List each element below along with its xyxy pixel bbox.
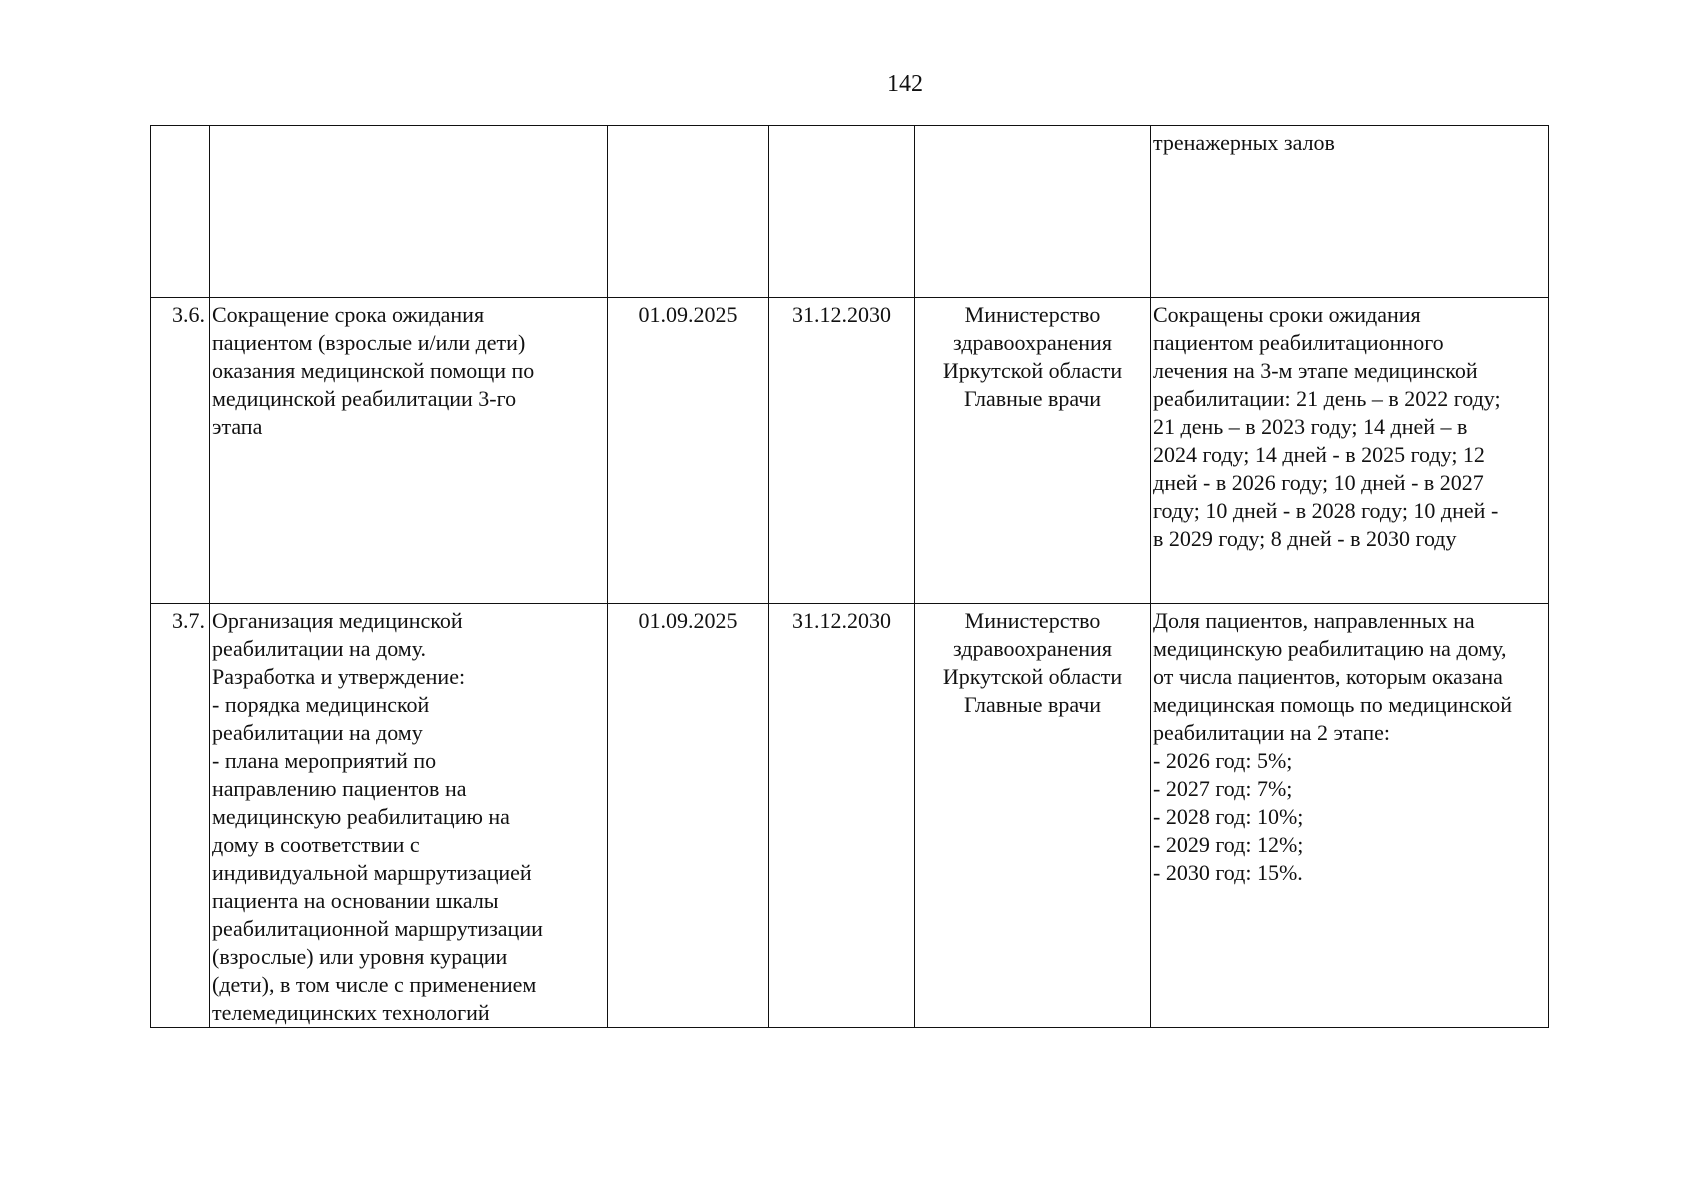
row-number: 3.7.: [151, 604, 210, 1028]
cell-name: [210, 126, 608, 298]
executor-line: Главные врачи: [963, 692, 1102, 717]
result-line: медицинскую реабилитацию на дому,: [1153, 636, 1507, 661]
expected-result: [1151, 604, 1549, 1028]
event-name-line: медицинской реабилитации 3-го: [212, 386, 517, 411]
result-line: - 2030 год: 15%.: [1153, 860, 1303, 885]
event-name-line: - порядка медицинской: [212, 692, 430, 717]
start-date: 01.09.2025: [608, 604, 769, 1028]
result-line: от числа пациентов, которым оказана: [1153, 664, 1503, 689]
end-date: 31.12.2030: [769, 298, 915, 604]
result-line: пациентом реабилитационного: [1153, 330, 1444, 355]
cell-num: [151, 126, 210, 298]
result-line: году; 10 дней - в 2028 году; 10 дней -: [1153, 498, 1499, 523]
cell-executor: [915, 126, 1151, 298]
result-line: Сокращены сроки ожидания: [1153, 302, 1421, 327]
event-name-line: телемедицинских технологий: [212, 1000, 490, 1025]
page-number: 142: [887, 71, 923, 97]
event-name-line: этапа: [212, 414, 263, 439]
start-date: 01.09.2025: [608, 298, 769, 604]
executor-line: здравоохранения: [953, 330, 1112, 355]
event-name-line: пациента на основании шкалы: [212, 888, 499, 913]
plan-table: [150, 125, 1549, 1028]
event-name-line: реабилитационной маршрутизации: [212, 916, 543, 941]
event-name-line: (взрослые) или уровня курации: [212, 944, 508, 969]
event-name-line: пациентом (взрослые и/или дети): [212, 330, 526, 355]
executor-line: Главные врачи: [963, 386, 1102, 411]
result-line: - 2026 год: 5%;: [1153, 748, 1293, 773]
result-line: в 2029 году; 8 дней - в 2030 году: [1153, 526, 1457, 551]
event-name-line: (дети), в том числе с применением: [212, 972, 537, 997]
row-number: 3.6.: [151, 298, 210, 604]
cell-start: [608, 126, 769, 298]
result-line: Доля пациентов, направленных на: [1153, 608, 1475, 633]
executor-line: Иркутской области: [942, 664, 1123, 689]
executor: [915, 604, 1151, 1028]
executor-line: Министерство: [964, 608, 1101, 633]
event-name-line: направлению пациентов на: [212, 776, 467, 801]
table-row-continuation: [151, 126, 1549, 298]
result-line: реабилитации на 2 этапе:: [1153, 720, 1390, 745]
executor-line: Иркутской области: [942, 358, 1123, 383]
result-line: - 2029 год: 12%;: [1153, 832, 1304, 857]
result-line: тренажерных залов: [1153, 130, 1335, 155]
event-name-line: индивидуальной маршрутизацией: [212, 860, 532, 885]
event-name-line: дому в соответствии с: [212, 832, 420, 857]
end-date: 31.12.2030: [769, 604, 915, 1028]
result-line: дней - в 2026 году; 10 дней - в 2027: [1153, 470, 1484, 495]
event-name: [210, 604, 608, 1028]
table-row-3-6: [151, 298, 1549, 604]
result-line: - 2028 год: 10%;: [1153, 804, 1304, 829]
event-name-line: реабилитации на дому: [212, 720, 423, 745]
result-line: - 2027 год: 7%;: [1153, 776, 1293, 801]
expected-result: [1151, 298, 1549, 604]
table-row-3-7: [151, 604, 1549, 1028]
event-name-line: оказания медицинской помощи по: [212, 358, 535, 383]
event-name-line: реабилитации на дому.: [212, 636, 427, 661]
cell-end: [769, 126, 915, 298]
event-name-line: Сокращение срока ожидания: [212, 302, 485, 327]
event-name-line: - плана мероприятий по: [212, 748, 437, 773]
event-name-line: Организация медицинской: [212, 608, 463, 633]
result-line: лечения на 3-м этапе медицинской: [1153, 358, 1478, 383]
result-line: 2024 году; 14 дней - в 2025 году; 12: [1153, 442, 1485, 467]
event-name: [210, 298, 608, 604]
result-line: реабилитации: 21 день – в 2022 году;: [1153, 386, 1501, 411]
event-name-line: медицинскую реабилитацию на: [212, 804, 510, 829]
executor-line: Министерство: [964, 302, 1101, 327]
executor-line: здравоохранения: [953, 636, 1112, 661]
executor: [915, 298, 1151, 604]
result-line: медицинская помощь по медицинской: [1153, 692, 1513, 717]
result-line: 21 день – в 2023 году; 14 дней – в: [1153, 414, 1468, 439]
cell-result: [1151, 126, 1549, 298]
event-name-line: Разработка и утверждение:: [212, 664, 466, 689]
